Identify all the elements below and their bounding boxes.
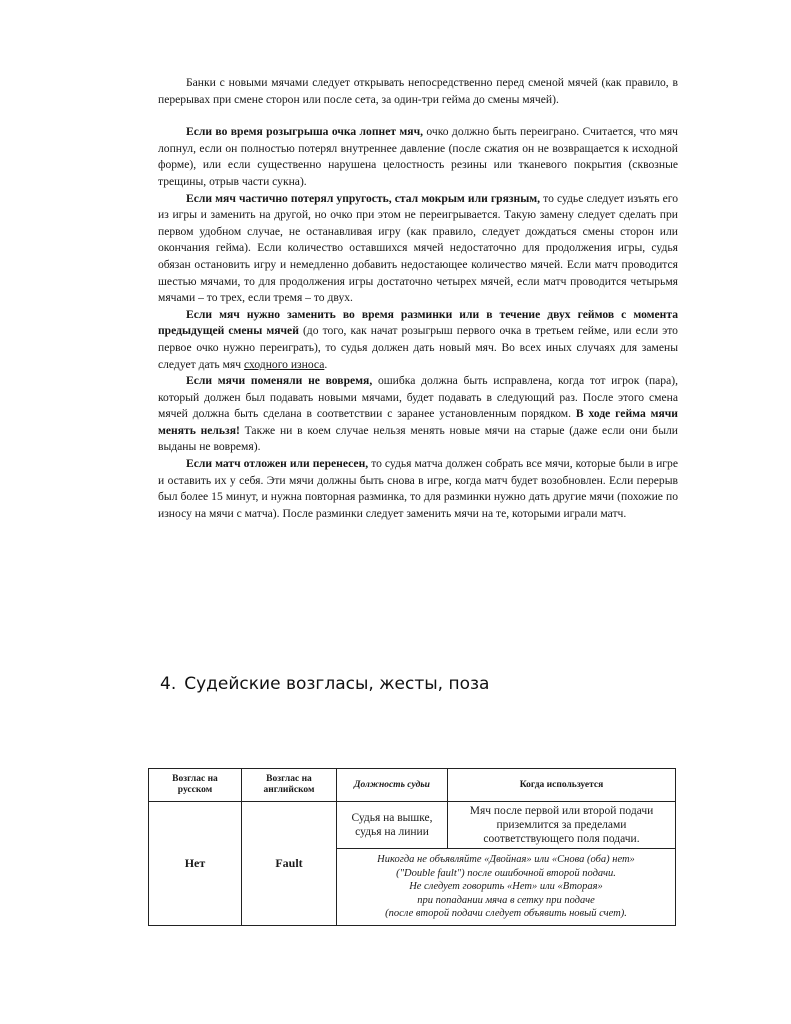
rules-text — [158, 75, 678, 522]
text-run: (до того, как начат розыгрыш первого очка в третьем гейме, или если это первое очко нужно переиграть), то судья должен дать новый мяч. Во всех иных случаях для замены следует дать мяч — [158, 324, 678, 371]
note-line: Не следует говорить «Нет» или «Вторая» — [409, 881, 603, 892]
bold-run: Если во время розыгрыша очка лопнет мяч, — [186, 125, 424, 139]
underlined-run: сходного износа — [243, 357, 325, 371]
cell-call-russian: Нет — [149, 802, 242, 926]
paragraph-burst-ball — [158, 124, 678, 190]
cell-role: Судья на вышке, судья на линии — [337, 802, 448, 849]
note-line: Никогда не объявляйте «Двойная» или «Снова (оба) нет» — [377, 854, 635, 865]
calls-table — [148, 768, 676, 926]
cell-note — [337, 849, 676, 926]
header-english: Возглас на английском — [242, 769, 337, 802]
text-run: Банки с новыми мячами следует открывать непосредственно перед сменой мячей (как правило, в перерывах при смене сторон или после сета, за один-три гейма до смены мячей). — [158, 76, 678, 106]
note-line: ("Double fault") после ошибочной второй подачи. — [396, 867, 616, 879]
paragraph-wrong-change — [158, 373, 678, 456]
cell-call-english: Fault — [242, 802, 337, 926]
table-row — [149, 802, 676, 849]
bold-run: Если матч отложен или перенесен, — [186, 457, 369, 471]
text-run: Также ни в коем случае нельзя менять новые мячи на старые (даже если они были выданы не вовремя). — [158, 423, 678, 454]
header-russian: Возглас на русском — [149, 769, 242, 802]
bold-run: В ходе гейма мячи менять нельзя! — [158, 407, 678, 437]
paragraph-replace-warmup — [158, 307, 678, 373]
text-run: то судье следует изъять его из игры и заменить на другой, но очко при этом не переигрывается. Такую замену следует сделать при первом удобном случае, не останавливая игру (как правило, следует дождаться смены сторон или окончания гейма). Если количество оставшихся мячей недостаточно для продолжения игры, судья обязан остановить игру и немедленно добавить недостающее количество мячей. Если матч проводится шестью мячами, то для продолжения игры достаточно четырех мячей, если матч проводится четырьмя мячами – то трех, если тремя – то двух. — [158, 191, 678, 305]
paragraph-postponed — [158, 456, 678, 522]
paragraph-open-cans — [158, 75, 678, 108]
text-run: очко должно быть переиграно. Считается, что мяч лопнул, если он полностью потерял внутреннее давление (после сжатия он не возвращается к исходной форме), или если существенно нарушена целостность резины или тканевого покрытия (сквозные трещины, отрыв части сукна). — [158, 125, 678, 188]
text-run: . — [324, 357, 328, 371]
section-number: 4. — [160, 674, 177, 694]
header-role: Должность судьи — [337, 769, 448, 802]
paragraph-worn-ball — [158, 191, 678, 307]
table-header-row — [149, 769, 676, 802]
section-heading — [160, 674, 489, 694]
cell-when: Мяч после первой или второй подачи приземлится за пределами соответствующего поля подачи. — [448, 802, 676, 849]
bold-run: Если мяч нужно заменить во время разминки или в течение двух геймов с момента предыдущей смены мячей — [158, 307, 678, 338]
text-run: ошибка должна быть исправлена, когда тот игрок (пара), который должен был подавать новыми мячами, будет подавать в следующий раз. После этого смена мячей должна быть сделана в соответствии с заранее установленным порядком. — [158, 374, 678, 421]
text-run: то судья матча должен собрать все мячи, которые были в игре и оставить их у себя. Эти мячи должны быть снова в игре, когда матч будет возобновлен. Если перерыв был более 15 минут, и нужна повторная разминка, то для разминки нужно дать другие мячи (похожие по износу на мячи с матча). После разминки следует заменить мячи на те, которыми играли матч. — [158, 457, 678, 520]
bold-run: Если мяч частично потерял упругость, стал мокрым или грязным, — [186, 191, 541, 205]
section-title: Судейские возгласы, жесты, поза — [184, 674, 490, 694]
note-line: при попадании мяча в сетку при подаче — [417, 894, 595, 906]
bold-run: Если мячи поменяли не вовремя, — [186, 374, 373, 388]
header-when: Когда используется — [448, 769, 676, 802]
note-line: (после второй подачи следует объявить новый счет). — [385, 908, 627, 919]
